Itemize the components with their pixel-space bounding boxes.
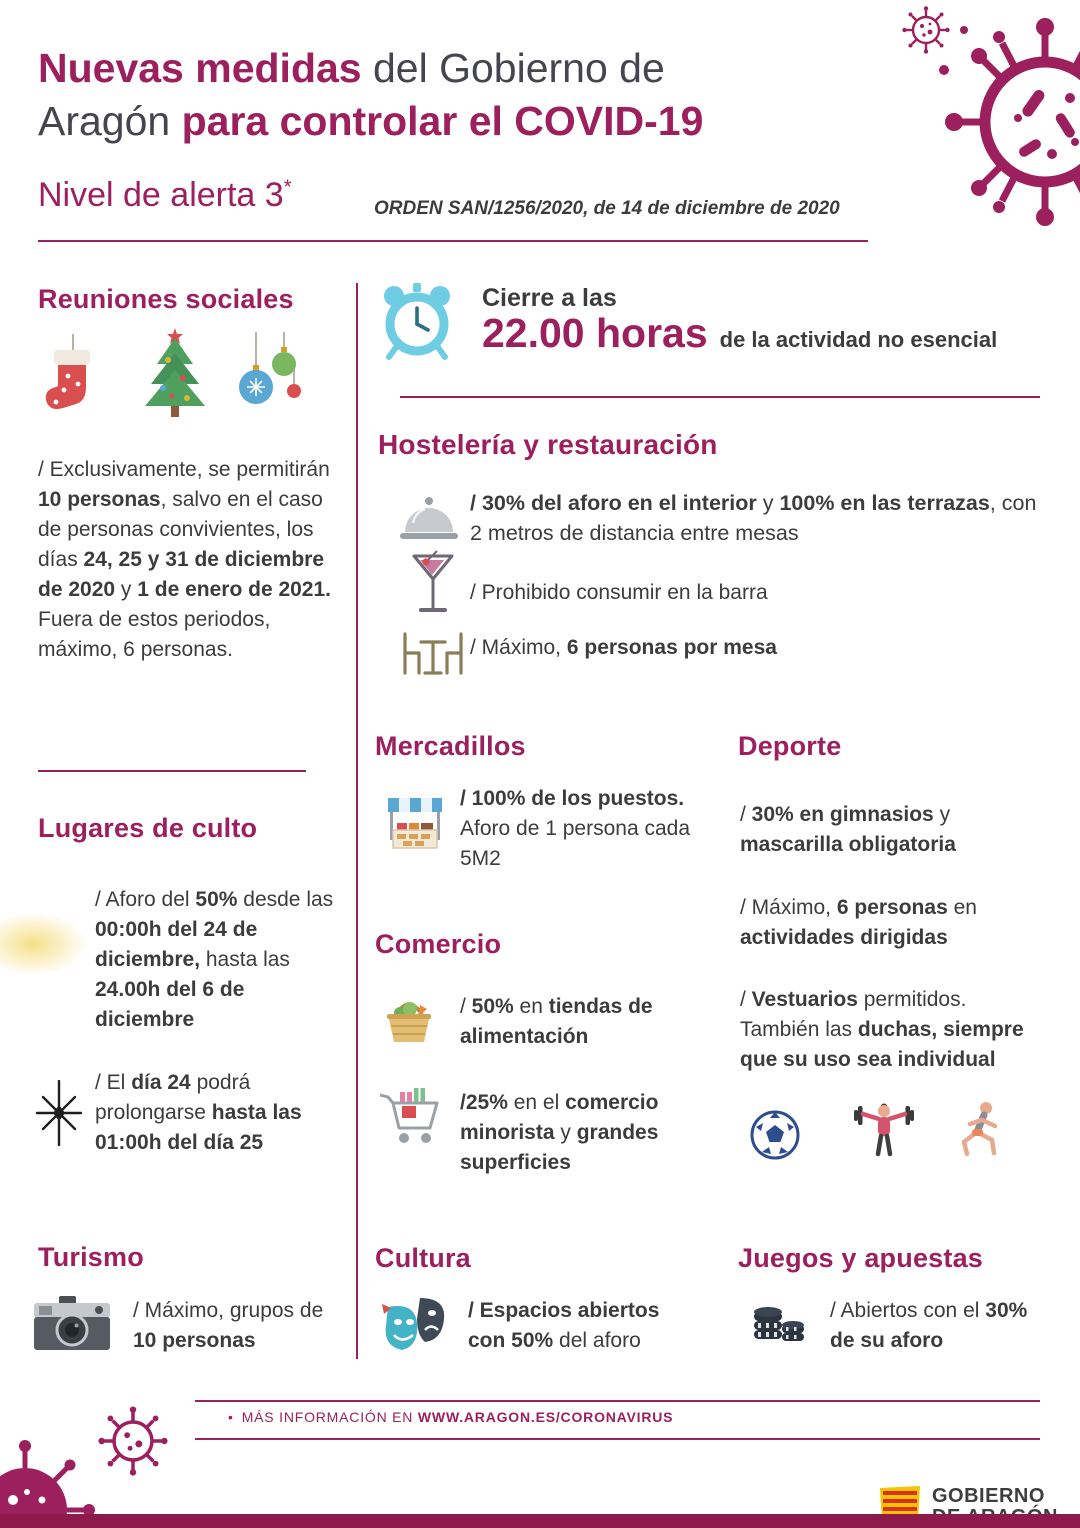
- market-stall-icon: [383, 792, 447, 856]
- comercio-item-2: /25% en el comercio minorista y grandes superficies: [460, 1091, 659, 1174]
- comercio-title: Comercio: [375, 929, 502, 959]
- coronavirus-outline-icon: [98, 1406, 168, 1476]
- hosteleria-item-1: / 30% del aforo en el interior y 100% en las terrazas, con 2 metros de distancia entre mesas: [470, 491, 1037, 545]
- footer-info-url: WWW.ARAGON.ES/CORONAVIRUS: [417, 1409, 674, 1425]
- christmas-tree-icon: [130, 326, 220, 426]
- ornaments-icon: [230, 332, 306, 424]
- left-divider: [38, 770, 306, 772]
- closure-intro: Cierre a las: [482, 284, 617, 312]
- cultura-body: / Espacios abiertos con 50% del aforo: [468, 1299, 660, 1352]
- footer-divider-top: [195, 1400, 1040, 1402]
- deporte-item-3: / Vestuarios permitidos. También las duchas, siempre que su uso sea individual: [740, 988, 1024, 1071]
- sparkle-star-icon: [26, 1080, 92, 1146]
- hosteleria-title: Hostelería y restauración: [378, 429, 718, 460]
- page-title: [38, 42, 703, 148]
- christmas-stocking-icon: [38, 332, 108, 424]
- soccer-ball-icon: [748, 1108, 802, 1162]
- runner-icon: [948, 1098, 1008, 1160]
- cloche-icon: [398, 492, 460, 546]
- culto-title: Lugares de culto: [38, 813, 258, 843]
- juegos-body: / Abiertos con el 30% de su aforo: [830, 1299, 1028, 1352]
- title-line-2: Aragón para controlar el COVID-19: [38, 98, 704, 144]
- cultura-title: Cultura: [375, 1243, 471, 1273]
- comercio-item-1: / 50% en tiendas de alimentación: [460, 995, 653, 1048]
- shopping-cart-icon: [376, 1086, 444, 1150]
- alarm-clock-icon: [378, 280, 456, 362]
- candle-glow-icon: [0, 912, 88, 976]
- mercadillos-body: / 100% de los puestos. Aforo de 1 persona cada 5M2: [460, 787, 690, 870]
- reuniones-title: Reuniones sociales: [38, 284, 294, 314]
- closure-divider: [400, 396, 1040, 398]
- column-divider: [356, 283, 358, 1359]
- coronavirus-icon: [930, 12, 1080, 230]
- deporte-title: Deporte: [738, 731, 842, 761]
- weightlifter-icon: [852, 1098, 916, 1160]
- footer-bullet: •: [228, 1409, 234, 1425]
- hosteleria-item-2: / Prohibido consumir en la barra: [470, 581, 768, 604]
- culto-item-2: / El día 24 podrá prolongarse hasta las 01:00h del día 25: [95, 1071, 302, 1154]
- mercadillos-title: Mercadillos: [375, 731, 526, 761]
- footer-info: [228, 1409, 673, 1425]
- reuniones-body: / Exclusivamente, se permitirán 10 personas, salvo en el caso de personas convivientes, los días 24, 25 y 31 de diciembre de 2020 y 1 de enero de 2021. Fuera de estos periodos, máximo, 6 personas.: [38, 458, 332, 661]
- title-line-1: Nuevas medidas del Gobierno de: [38, 45, 665, 91]
- closure-time: 22.00 horas: [482, 310, 708, 356]
- logo-line-1: GOBIERNO: [932, 1485, 1045, 1507]
- footer-divider-bottom: [195, 1438, 1040, 1440]
- alert-level: Nivel de alerta 3*: [38, 176, 292, 214]
- turismo-title: Turismo: [38, 1242, 144, 1272]
- footer-info-prefix: MÁS INFORMACIÓN EN: [241, 1409, 418, 1425]
- deporte-item-1: / 30% en gimnasios y mascarilla obligatoria: [740, 803, 956, 856]
- grocery-basket-icon: [380, 988, 438, 1046]
- hosteleria-item-3: / Máximo, 6 personas por mesa: [470, 636, 777, 659]
- deporte-item-2: / Máximo, 6 personas en actividades dirigidas: [740, 896, 977, 949]
- theater-masks-icon: [378, 1292, 454, 1356]
- closure-line: [482, 310, 997, 357]
- culto-item-1: / Aforo del 50% desde las 00:00h del 24 de diciembre, hasta las 24.00h del 6 de diciembre: [95, 888, 334, 1031]
- poker-chips-icon: [748, 1292, 808, 1352]
- header-divider: [38, 240, 868, 242]
- closure-rest: de la actividad no esencial: [719, 327, 998, 352]
- turismo-body: / Máximo, grupos de 10 personas: [133, 1299, 324, 1352]
- table-chairs-icon: [394, 628, 472, 678]
- alert-asterisk: *: [283, 176, 292, 199]
- bottom-bar: [0, 1514, 1080, 1528]
- cocktail-icon: [410, 550, 456, 622]
- order-reference: ORDEN SAN/1256/2020, de 14 de diciembre de 2020: [374, 198, 840, 219]
- camera-icon: [28, 1292, 116, 1356]
- juegos-title: Juegos y apuestas: [738, 1243, 984, 1273]
